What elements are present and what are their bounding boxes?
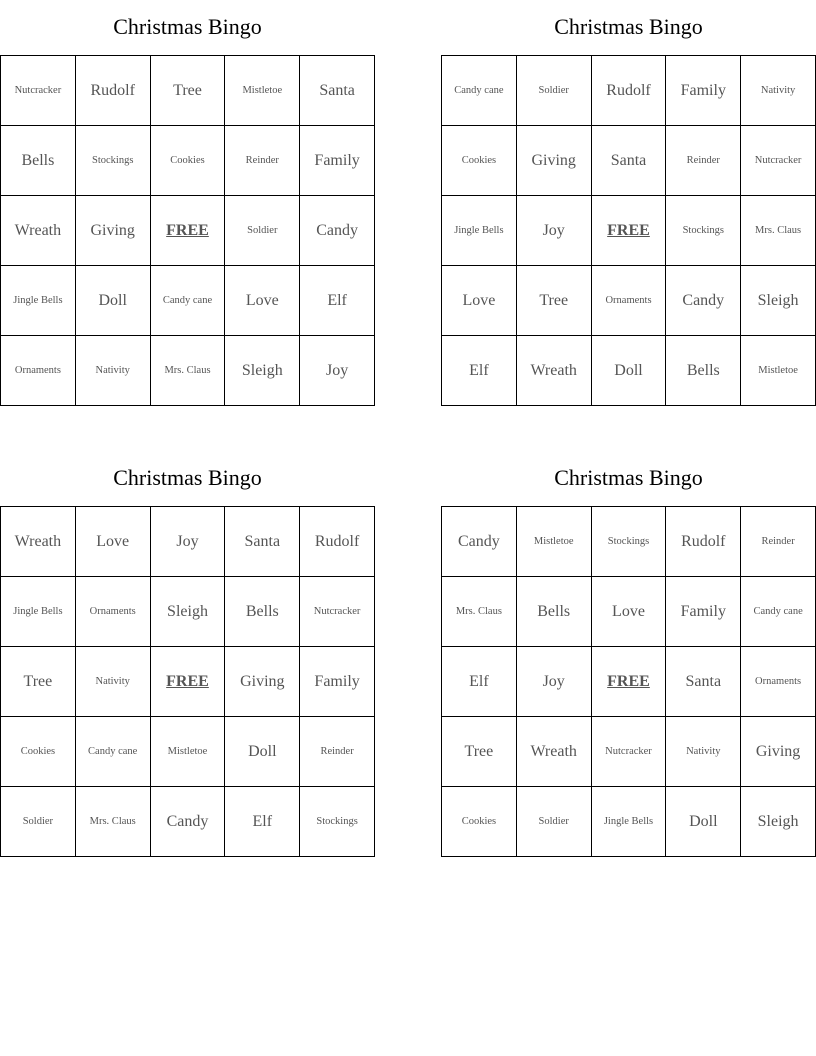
bingo-cell: Rudolf — [592, 56, 667, 126]
bingo-cell: Reinder — [741, 507, 816, 577]
bingo-cell: Doll — [592, 336, 667, 406]
bingo-cell: Nativity — [76, 647, 151, 717]
bingo-cell: Cookies — [442, 787, 517, 857]
bingo-cell: Ornaments — [592, 266, 667, 336]
bingo-cell: Family — [300, 126, 375, 196]
bingo-cell: Nutcracker — [741, 126, 816, 196]
bingo-cell: Mistletoe — [517, 507, 592, 577]
bingo-cell: Family — [666, 56, 741, 126]
bingo-cell: Reinder — [225, 126, 300, 196]
bingo-cell: Soldier — [517, 787, 592, 857]
bingo-cell: Bells — [666, 336, 741, 406]
bingo-cell: Cookies — [151, 126, 226, 196]
bingo-cell: Joy — [517, 647, 592, 717]
free-space-cell: FREE — [151, 196, 226, 266]
bingo-cell: Cookies — [442, 126, 517, 196]
bingo-cell: Tree — [151, 56, 226, 126]
bingo-cell: Love — [442, 266, 517, 336]
bingo-cell: Jingle Bells — [1, 577, 76, 647]
bingo-cell: Joy — [151, 507, 226, 577]
bingo-cell: Santa — [225, 507, 300, 577]
bingo-cell: Tree — [1, 647, 76, 717]
bingo-cell: Ornaments — [1, 336, 76, 406]
free-space-cell: FREE — [151, 647, 226, 717]
bingo-cell: Cookies — [1, 717, 76, 787]
bingo-cell: Giving — [76, 196, 151, 266]
bingo-cell: Rudolf — [300, 507, 375, 577]
bingo-cell: Ornaments — [76, 577, 151, 647]
bingo-cell: Soldier — [225, 196, 300, 266]
bingo-cell: Santa — [300, 56, 375, 126]
bingo-cell: Nutcracker — [592, 717, 667, 787]
bingo-cell: Candy cane — [741, 577, 816, 647]
bingo-cell: Joy — [300, 336, 375, 406]
bingo-cell: Tree — [517, 266, 592, 336]
bingo-cell: Doll — [225, 717, 300, 787]
bingo-cell: Santa — [666, 647, 741, 717]
bingo-cell: Mistletoe — [741, 336, 816, 406]
bingo-cell: Candy cane — [442, 56, 517, 126]
bingo-cell: Elf — [442, 647, 517, 717]
bingo-cell: Wreath — [1, 196, 76, 266]
bingo-cell: Wreath — [517, 717, 592, 787]
bingo-cell: Nativity — [76, 336, 151, 406]
bingo-grid — [441, 55, 816, 406]
bingo-cell: Nutcracker — [300, 577, 375, 647]
bingo-cell: Love — [592, 577, 667, 647]
bingo-cell: Sleigh — [741, 787, 816, 857]
bingo-cell: Wreath — [517, 336, 592, 406]
bingo-cell: Wreath — [1, 507, 76, 577]
bingo-cell: Mrs. Claus — [76, 787, 151, 857]
bingo-cell: Love — [76, 507, 151, 577]
bingo-cell: Candy cane — [76, 717, 151, 787]
bingo-cell: Soldier — [1, 787, 76, 857]
bingo-cell: Sleigh — [741, 266, 816, 336]
bingo-cell: Tree — [442, 717, 517, 787]
bingo-cell: Ornaments — [741, 647, 816, 717]
bingo-cell: Giving — [741, 717, 816, 787]
bingo-cell: Elf — [225, 787, 300, 857]
bingo-cell: Candy — [151, 787, 226, 857]
bingo-cell: Doll — [76, 266, 151, 336]
bingo-cell: Stockings — [592, 507, 667, 577]
bingo-cell: Love — [225, 266, 300, 336]
bingo-cell: Jingle Bells — [592, 787, 667, 857]
bingo-cell: Mrs. Claus — [151, 336, 226, 406]
bingo-cell: Stockings — [300, 787, 375, 857]
bingo-cell: Joy — [517, 196, 592, 266]
bingo-cell: Giving — [225, 647, 300, 717]
bingo-cell: Doll — [666, 787, 741, 857]
bingo-cell: Bells — [225, 577, 300, 647]
bingo-cell: Nativity — [666, 717, 741, 787]
bingo-cell: Candy cane — [151, 266, 226, 336]
bingo-cell: Elf — [300, 266, 375, 336]
bingo-cell: Mistletoe — [225, 56, 300, 126]
card-title: Christmas Bingo — [113, 465, 262, 490]
bingo-cell: Candy — [300, 196, 375, 266]
bingo-cell: Mistletoe — [151, 717, 226, 787]
bingo-cell: Santa — [592, 126, 667, 196]
bingo-cell: Jingle Bells — [1, 266, 76, 336]
bingo-cell: Reinder — [300, 717, 375, 787]
bingo-grid — [441, 506, 816, 857]
bingo-grid — [0, 55, 375, 406]
bingo-cell: Sleigh — [225, 336, 300, 406]
bingo-cell: Family — [666, 577, 741, 647]
bingo-cell: Reinder — [666, 126, 741, 196]
free-space-cell: FREE — [592, 647, 667, 717]
bingo-cell: Jingle Bells — [442, 196, 517, 266]
card-title: Christmas Bingo — [554, 465, 703, 490]
bingo-cell: Mrs. Claus — [741, 196, 816, 266]
bingo-cell: Candy — [442, 507, 517, 577]
card-title: Christmas Bingo — [554, 14, 703, 39]
bingo-cell: Sleigh — [151, 577, 226, 647]
bingo-cell: Family — [300, 647, 375, 717]
bingo-cell: Rudolf — [666, 507, 741, 577]
free-space-cell: FREE — [592, 196, 667, 266]
card-title: Christmas Bingo — [113, 14, 262, 39]
bingo-cell: Stockings — [76, 126, 151, 196]
bingo-cell: Nativity — [741, 56, 816, 126]
bingo-cell: Giving — [517, 126, 592, 196]
bingo-cell: Bells — [517, 577, 592, 647]
bingo-cell: Nutcracker — [1, 56, 76, 126]
bingo-cell: Stockings — [666, 196, 741, 266]
bingo-cell: Bells — [1, 126, 76, 196]
bingo-cell: Soldier — [517, 56, 592, 126]
bingo-cell: Mrs. Claus — [442, 577, 517, 647]
bingo-cell: Candy — [666, 266, 741, 336]
bingo-grid — [0, 506, 375, 857]
bingo-cell: Rudolf — [76, 56, 151, 126]
bingo-cell: Elf — [442, 336, 517, 406]
